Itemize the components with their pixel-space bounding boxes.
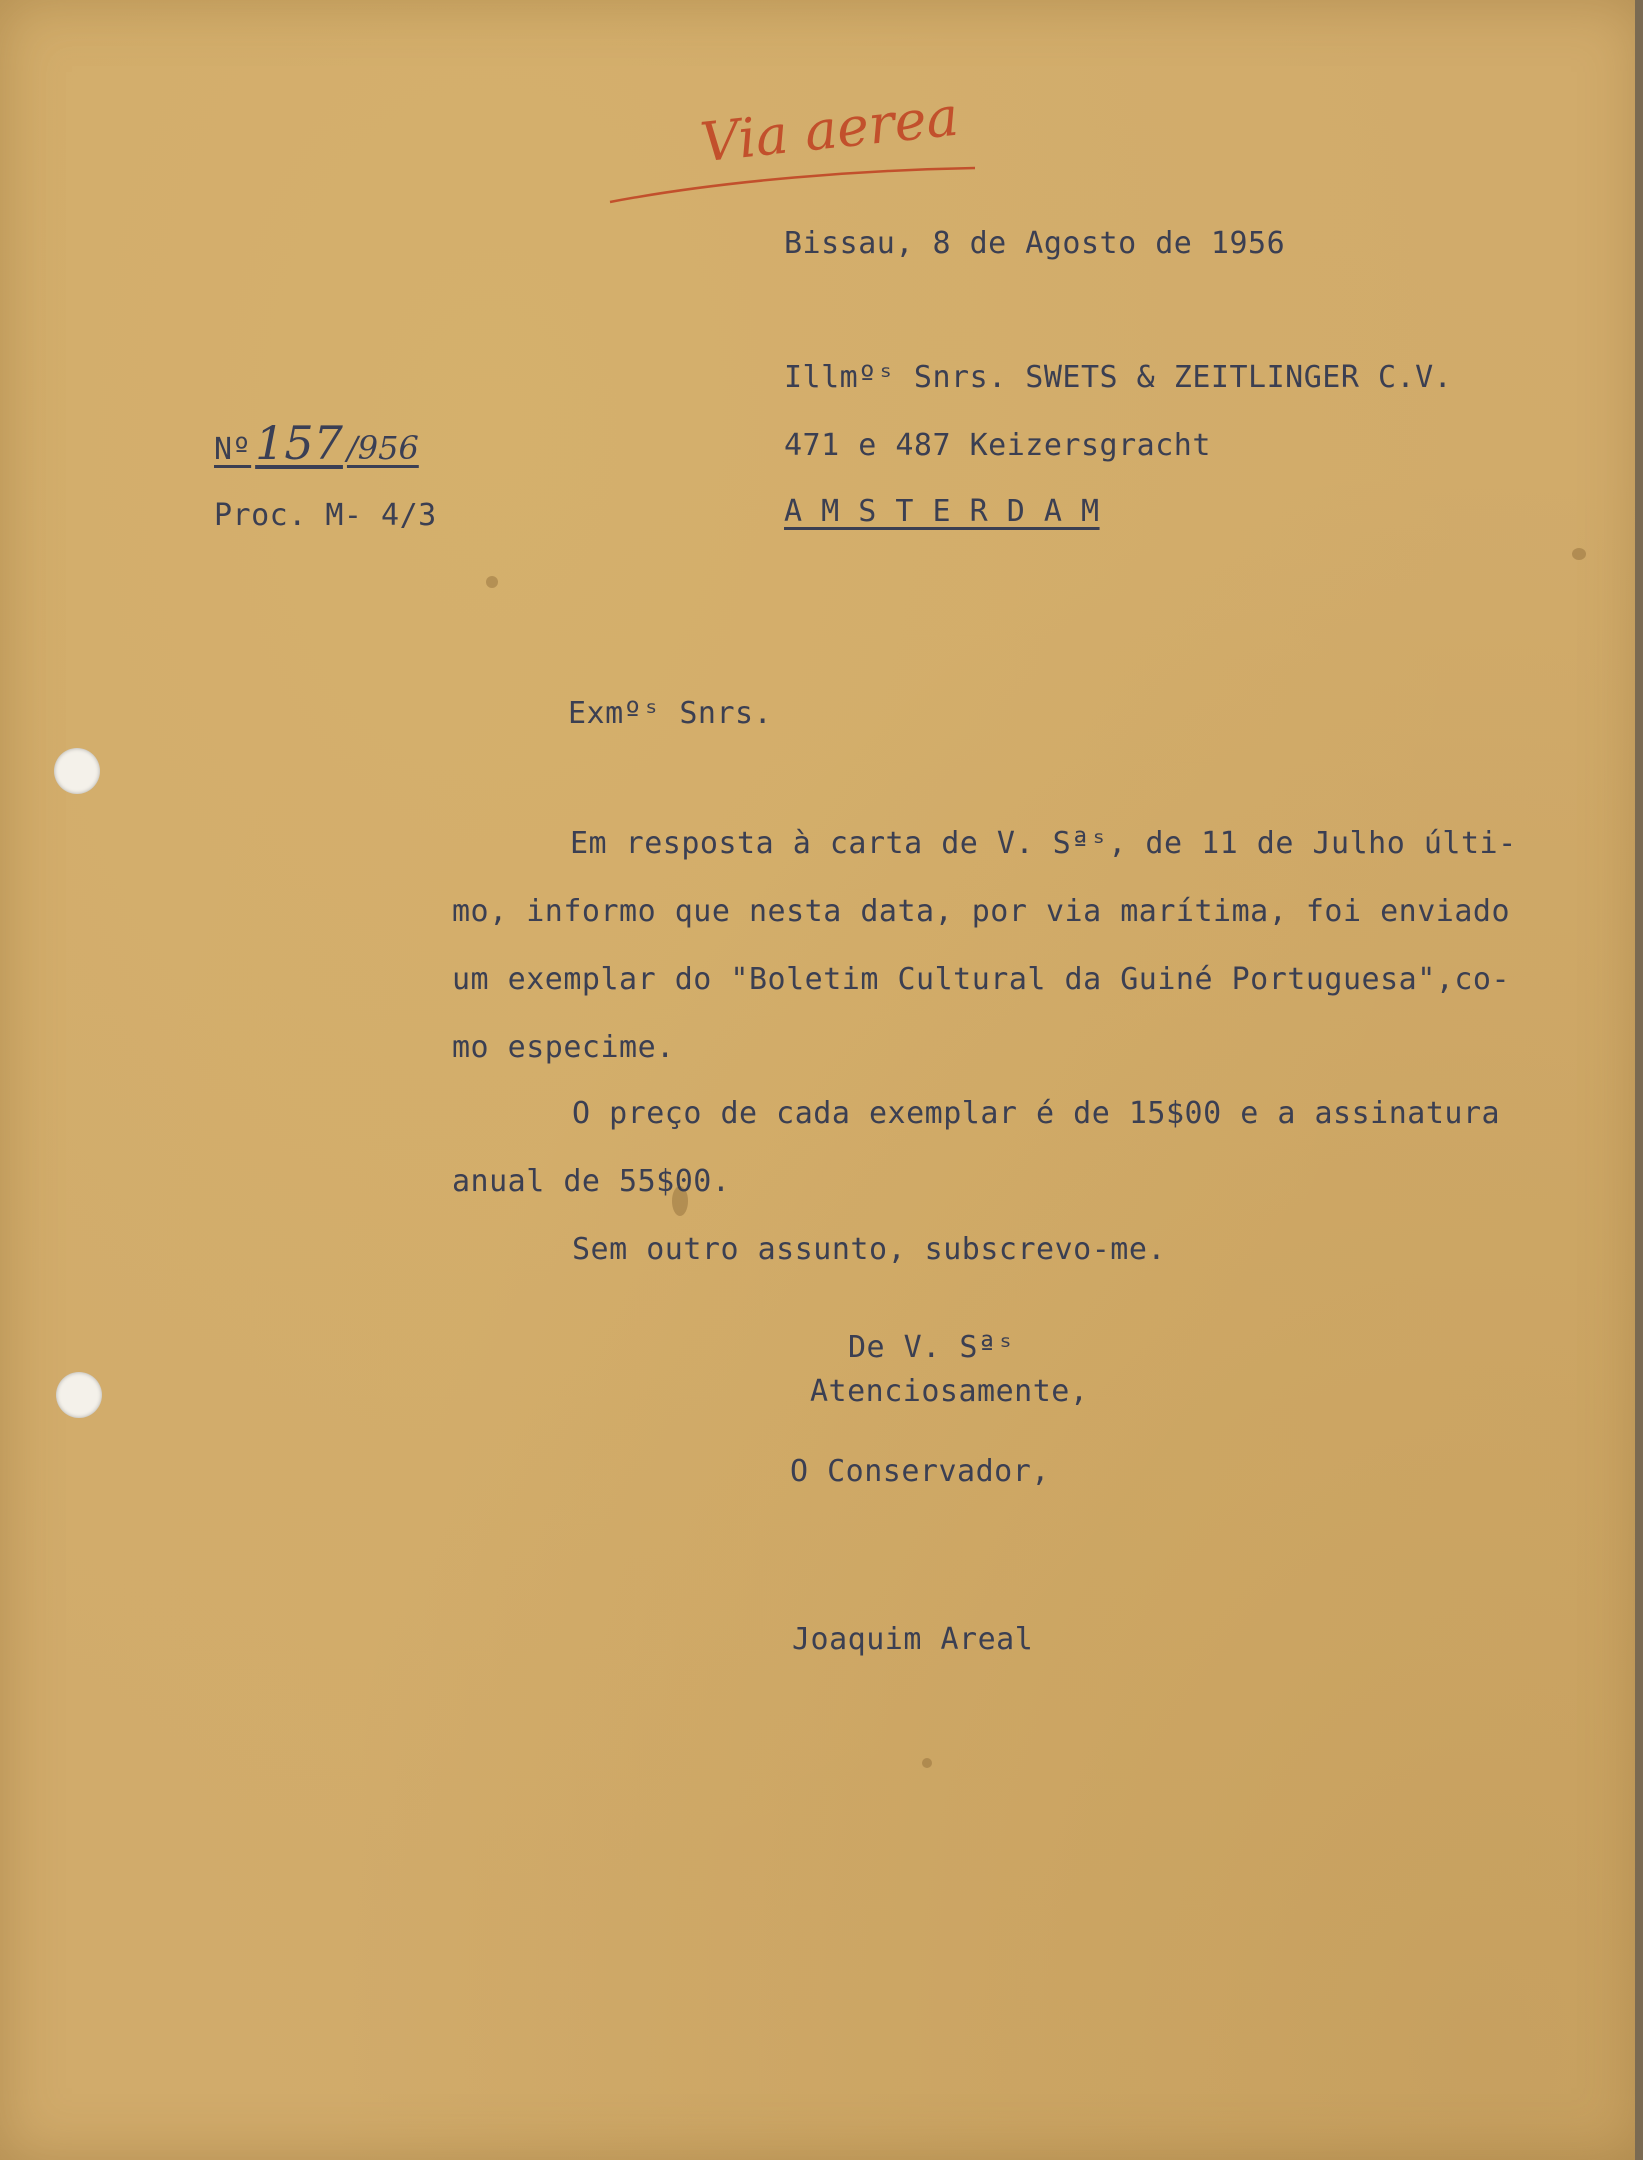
reference-year: /956 <box>346 429 419 467</box>
closing-line: De V. Sªˢ <box>848 1330 1016 1365</box>
body-line: mo, informo que nesta data, por via marítima, foi enviado <box>452 894 1511 929</box>
body-line: Em resposta à carta de V. Sªˢ, de 11 de Julho últi- <box>570 826 1517 861</box>
body-line: Sem outro assunto, subscrevo-me. <box>572 1232 1166 1267</box>
reference-prefix: Nº <box>214 432 252 467</box>
punch-hole-lower <box>56 1372 102 1418</box>
stain-mark <box>922 1758 932 1768</box>
addressee-city: A M S T E R D A M <box>784 494 1100 529</box>
body-line: um exemplar do "Boletim Cultural da Guiné Portuguesa",co- <box>452 962 1511 997</box>
letter-date: Bissau, 8 de Agosto de 1956 <box>784 226 1286 261</box>
signatory-name: Joaquim Areal <box>792 1622 1034 1657</box>
addressee-street: 471 e 487 Keizersgracht <box>784 428 1211 463</box>
stain-mark <box>1572 548 1586 560</box>
punch-hole-upper <box>54 748 100 794</box>
handwritten-underline <box>605 140 985 210</box>
closing-line: Atenciosamente, <box>810 1374 1089 1409</box>
signatory-title: O Conservador, <box>790 1454 1050 1489</box>
reference-number <box>214 416 419 470</box>
handwritten-annotation: Via aerea <box>697 84 962 175</box>
salutation: Exmºˢ Snrs. <box>568 696 773 731</box>
page-edge <box>1635 0 1643 2160</box>
addressee-name: Illmºˢ Snrs. SWETS & ZEITLINGER C.V. <box>784 360 1453 395</box>
body-line: anual de 55$00. <box>452 1164 731 1199</box>
reference-number-handwritten: 157 <box>255 416 343 470</box>
body-line: O preço de cada exemplar é de 15$00 e a assinatura <box>572 1096 1501 1131</box>
process-reference: Proc. M- 4/3 <box>214 498 437 533</box>
body-line: mo especime. <box>452 1030 675 1065</box>
stain-mark <box>486 576 498 588</box>
